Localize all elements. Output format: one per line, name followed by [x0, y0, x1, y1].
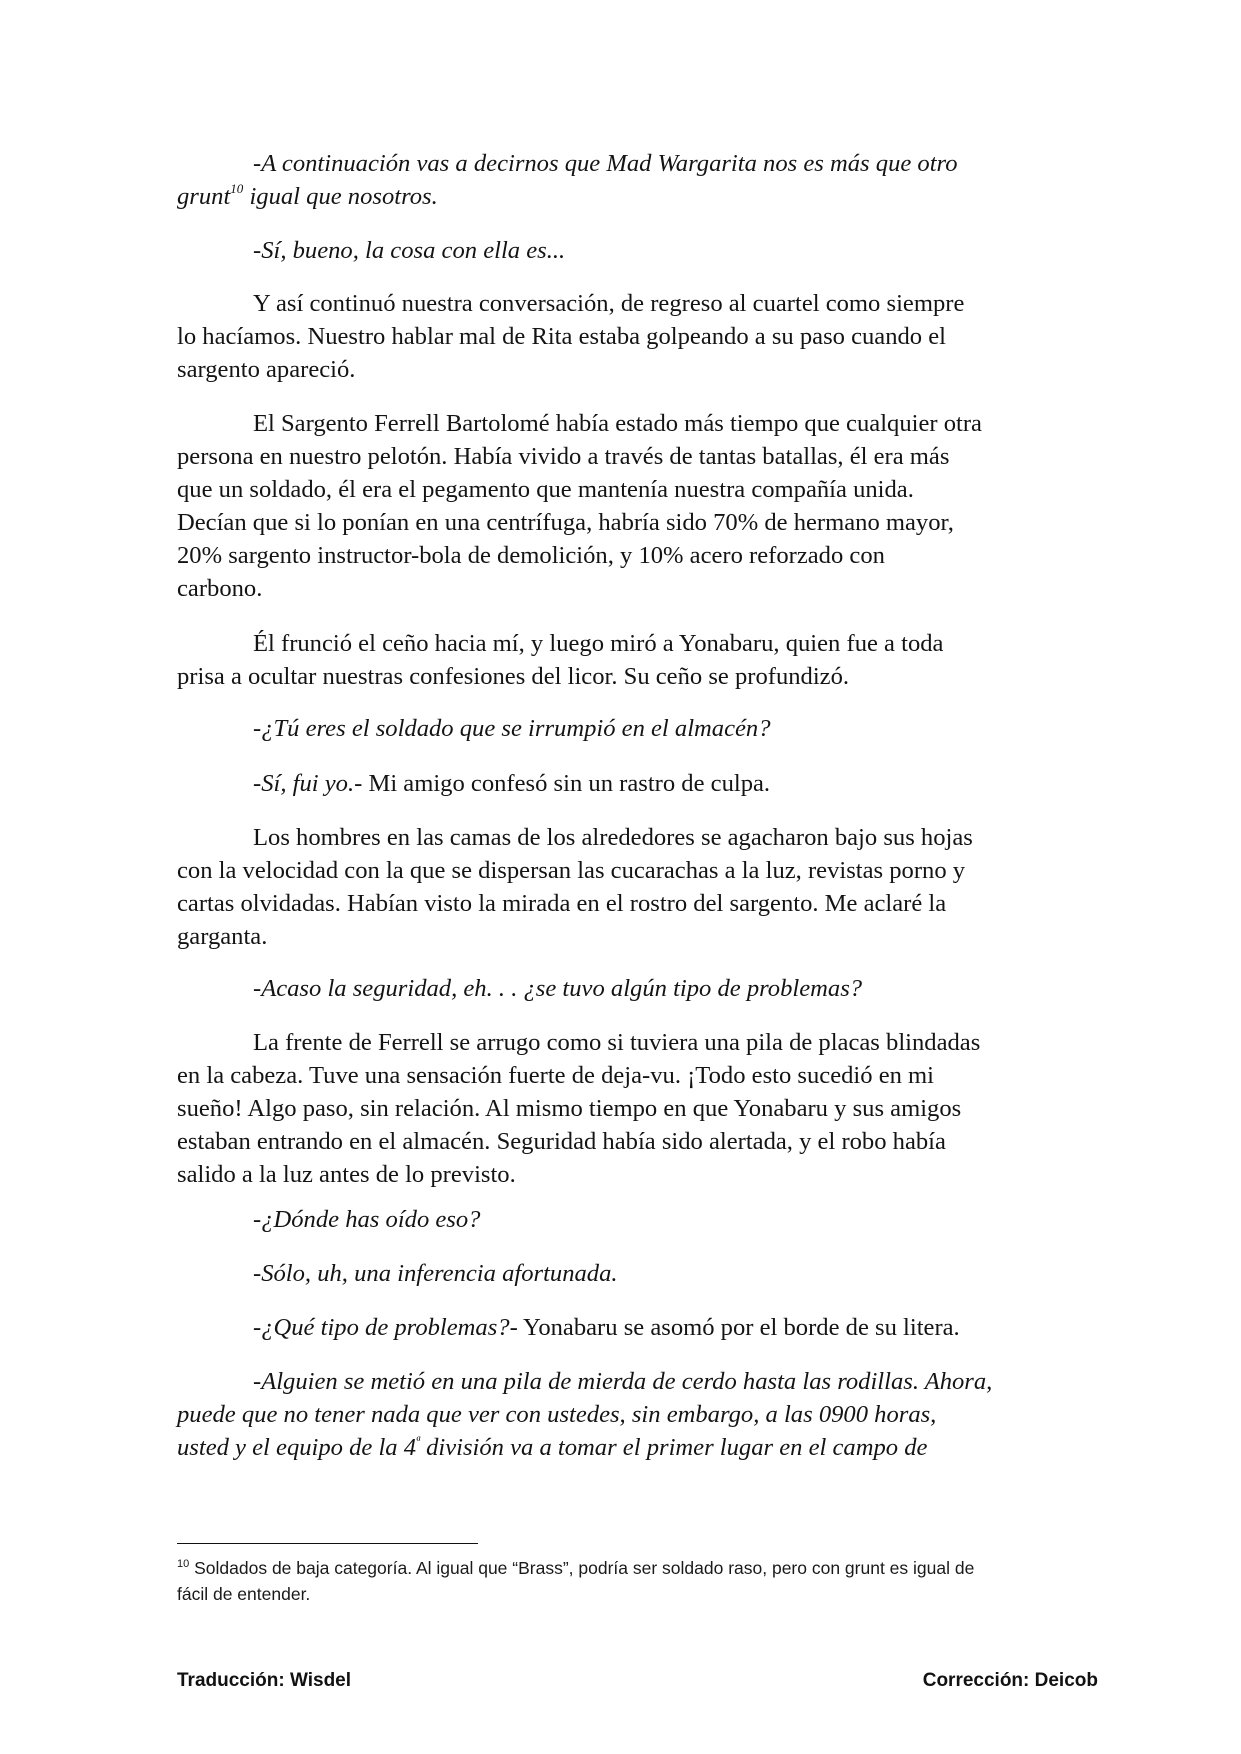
- footnote-text: Soldados de baja categoría. Al igual que “Brass”, podría ser soldado raso, pero con grunt es igual de: [189, 1558, 975, 1578]
- text-line: cartas olvidadas. Habían visto la mirada en el rostro del sargento. Me aclaré la: [177, 890, 947, 917]
- text-line: 20% sargento instructor-bola de demolición, y 10% acero reforzado con: [177, 542, 885, 569]
- narrative-paragraph: [177, 627, 1077, 693]
- footnote-number: 10: [177, 1558, 190, 1570]
- text-segment: división va a tomar el primer lugar en el campo de: [419, 1434, 928, 1461]
- text-line: -Alguien se metió en una pila de mierda de cerdo hasta las rodillas. Ahora,: [253, 1368, 993, 1395]
- dialogue-paragraph: [177, 1203, 1077, 1236]
- text-line: salido a la luz antes de lo previsto.: [177, 1161, 516, 1188]
- text-segment: - Yonabaru se asomó por el borde de su litera.: [509, 1314, 960, 1341]
- text-line: en la cabeza. Tuve una sensación fuerte de deja-vu. ¡Todo esto sucedió en mi: [177, 1062, 935, 1089]
- text-line: puede que no tener nada que ver con ustedes, sin embargo, a las 0900 horas,: [177, 1401, 937, 1428]
- text-segment: usted y el equipo de la 4: [177, 1434, 417, 1461]
- text-line: [177, 234, 1077, 267]
- footnote: [177, 1555, 1077, 1607]
- text-line: -¿Tú eres el soldado que se irrumpió en el almacén?: [253, 715, 771, 742]
- dialogue-paragraph: [177, 712, 1077, 745]
- text-line: [177, 767, 1077, 800]
- text-line: persona en nuestro pelotón. Había vivido a través de tantas batallas, él era más: [177, 443, 950, 470]
- text-segment: -A continuación vas a decirnos que Mad Wargarita nos es más que otro: [253, 150, 958, 177]
- footnote-line: fácil de entender.: [177, 1584, 311, 1604]
- dialogue-paragraph: [177, 767, 1077, 800]
- narrative-paragraph: [177, 821, 1077, 953]
- text-line: sargento apareció.: [177, 356, 356, 383]
- text-segment: -: [253, 237, 262, 264]
- text-line: Y así continuó nuestra conversación, de regreso al cuartel como siempre: [253, 290, 965, 317]
- text-line: [177, 1311, 1077, 1344]
- text-line: Él frunció el ceño hacia mí, y luego miró a Yonabaru, quien fue a toda: [253, 630, 944, 657]
- proofreading-credit: Corrección: Deicob: [922, 1670, 1098, 1691]
- text-segment: - Mi amigo confesó sin un rastro de culpa.: [354, 770, 771, 797]
- footnote-separator: [177, 1543, 478, 1544]
- text-line: -¿Dónde has oído eso?: [253, 1206, 481, 1233]
- narrative-paragraph: [177, 407, 1077, 605]
- text-line: que un soldado, él era el pegamento que mantenía nuestra compañía unida.: [177, 476, 914, 503]
- text-segment: -: [253, 770, 262, 797]
- narrative-paragraph: [177, 287, 1077, 386]
- footnote-line: [177, 1555, 1077, 1581]
- text-line: [177, 147, 1077, 180]
- text-line: lo hacíamos. Nuestro hablar mal de Rita estaba golpeando a su paso cuando el: [177, 323, 946, 350]
- text-line: estaban entrando en el almacén. Seguridad había sido alertada, y el robo había: [177, 1128, 946, 1155]
- text-segment: -¿Qué tipo de problemas?: [253, 1314, 510, 1341]
- text-line: -Acaso la seguridad, eh. . . ¿se tuvo algún tipo de problemas?: [253, 975, 863, 1002]
- ordinal-indicator: ª: [416, 1435, 420, 1450]
- dialogue-paragraph: [177, 1365, 1077, 1464]
- footnote-reference[interactable]: 10: [230, 181, 244, 196]
- text-segment: grunt: [177, 183, 231, 210]
- dialogue-paragraph: [177, 147, 1077, 213]
- text-segment: Sí, fui yo.: [261, 770, 355, 797]
- narrative-paragraph: [177, 1026, 1077, 1191]
- dialogue-paragraph: [177, 972, 1077, 1005]
- text-line: garganta.: [177, 923, 268, 950]
- text-segment: igual que nosotros.: [243, 183, 438, 210]
- text-line: -Sólo, uh, una inferencia afortunada.: [253, 1260, 618, 1287]
- text-line: La frente de Ferrell se arrugo como si tuviera una pila de placas blindadas: [253, 1029, 981, 1056]
- text-line: carbono.: [177, 575, 263, 602]
- dialogue-paragraph: [177, 1257, 1077, 1290]
- translation-credit: Traducción: Wisdel: [177, 1670, 352, 1691]
- text-line: con la velocidad con la que se dispersan las cucarachas a la luz, revistas porno y: [177, 857, 966, 884]
- text-line: Decían que si lo ponían en una centrífuga, habría sido 70% de hermano mayor,: [177, 509, 954, 536]
- text-line: [177, 1431, 1077, 1464]
- text-segment: Sí, bueno, la cosa con ella es...: [261, 237, 566, 264]
- text-line: El Sargento Ferrell Bartolomé había estado más tiempo que cualquier otra: [253, 410, 982, 437]
- dialogue-paragraph: [177, 234, 1077, 267]
- text-line: prisa a ocultar nuestras confesiones del licor. Su ceño se profundizó.: [177, 663, 850, 690]
- dialogue-paragraph: [177, 1311, 1077, 1344]
- text-line: [177, 180, 1077, 213]
- text-line: sueño! Algo paso, sin relación. Al mismo tiempo en que Yonabaru y sus amigos: [177, 1095, 962, 1122]
- text-line: Los hombres en las camas de los alrededores se agacharon bajo sus hojas: [253, 824, 973, 851]
